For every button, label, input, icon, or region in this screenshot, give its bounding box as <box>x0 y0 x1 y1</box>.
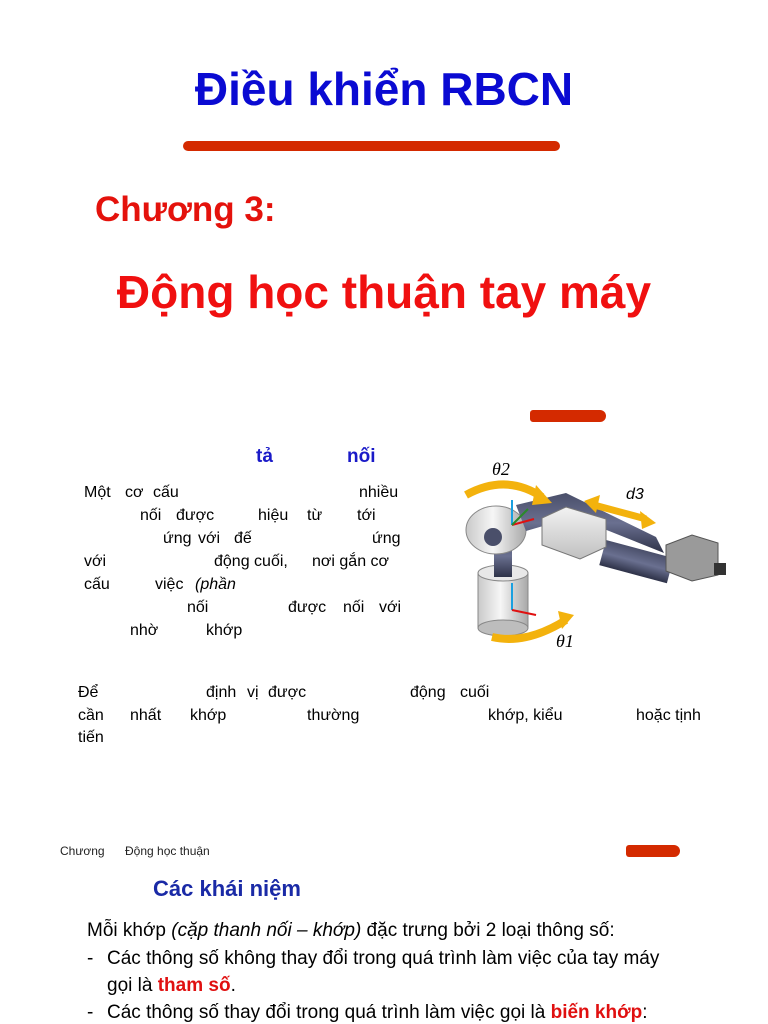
theta2-arrowhead <box>532 485 552 505</box>
bullet-2-tail: : <box>642 1002 648 1023</box>
term-highlight: tham số <box>157 975 231 996</box>
intro-rest: đặc trưng bởi 2 loại thông số: <box>361 920 615 941</box>
word: từ <box>307 507 323 524</box>
base-bottom <box>478 620 528 636</box>
footer-chapter: Chương <box>60 844 105 858</box>
word: động <box>410 684 446 701</box>
slide-title: Điều khiển RBCN <box>194 63 574 115</box>
word: được <box>176 507 215 524</box>
word: vị <box>247 684 259 701</box>
word: nối <box>187 599 209 616</box>
footer-topic: Động học thuận <box>125 844 210 858</box>
word: cơ <box>125 484 144 501</box>
bullet-2-text: Các thông số thay đổi trong quá trình làm việc gọi là <box>107 1002 551 1023</box>
heading-fragment-1: tả <box>256 446 273 467</box>
theta1-label: θ1 <box>556 631 574 651</box>
italic-fragment: (phần <box>195 576 236 593</box>
bullet-1-tail: . <box>230 975 236 996</box>
word: khớp <box>206 622 243 639</box>
word: với <box>379 599 402 616</box>
word: ứng <box>163 530 192 547</box>
word: việc <box>155 576 184 593</box>
word: đế <box>234 530 252 547</box>
heading-fragment-2: nối <box>347 446 376 467</box>
bullet-1-text: gọi là <box>107 975 158 996</box>
intro-plain: Mỗi khớp <box>87 920 172 941</box>
theta2-arrow <box>466 484 542 497</box>
word: với <box>84 553 107 570</box>
term-highlight: biến khớp <box>550 1002 643 1023</box>
rod-extension <box>599 540 673 583</box>
word: được <box>268 684 307 701</box>
intro-italic: (cặp thanh nối – khớp) <box>171 920 362 941</box>
bullet-dash: - <box>87 1002 94 1023</box>
bullet-1-line-2 <box>107 975 236 997</box>
d3-arrowhead-right <box>640 511 656 529</box>
d3-label: d3 <box>626 486 644 503</box>
word: tới <box>357 507 376 524</box>
word: ứng <box>372 530 401 547</box>
chapter-title: Động học thuận tay máy <box>116 266 652 318</box>
section-heading: Các khái niệm <box>153 876 301 901</box>
word: với <box>198 530 221 547</box>
word: cần <box>78 707 104 724</box>
word: hoặc tịnh <box>636 707 701 724</box>
word: nơi gắn cơ <box>312 553 390 570</box>
section-marker <box>530 410 606 422</box>
intro-line <box>87 920 615 942</box>
word: khớp, kiểu <box>488 707 563 724</box>
word: định <box>206 684 237 701</box>
word: Một <box>84 484 111 501</box>
chapter-label: Chương 3: <box>95 190 276 229</box>
word: nối <box>140 507 162 524</box>
gripper-tip <box>714 563 726 575</box>
bullet-1-line-1: Các thông số không thay đổi trong quá trình làm việc của tay máy <box>107 948 660 969</box>
word: tiến <box>78 729 104 746</box>
bullet-dash: - <box>87 948 94 969</box>
gripper <box>666 535 718 581</box>
word: động cuối, <box>214 553 288 570</box>
word: hiệu <box>258 507 289 524</box>
section-marker-2 <box>626 845 680 857</box>
bullet-2-line-1 <box>107 1002 648 1024</box>
joint-hole <box>484 528 502 546</box>
word: cấu <box>84 576 110 593</box>
robot-arm-figure <box>456 455 736 655</box>
word: cấu <box>153 484 179 501</box>
word: nhiều <box>359 484 399 501</box>
theta2-label: θ2 <box>492 459 510 479</box>
word: khớp <box>190 707 227 724</box>
word: thường <box>307 707 360 724</box>
word: nhất <box>130 707 162 724</box>
word: được <box>288 599 327 616</box>
word: Để <box>78 684 99 701</box>
title-underline <box>183 141 560 151</box>
word: nối <box>343 599 365 616</box>
word: cuối <box>460 684 490 701</box>
word: nhờ <box>130 622 159 639</box>
